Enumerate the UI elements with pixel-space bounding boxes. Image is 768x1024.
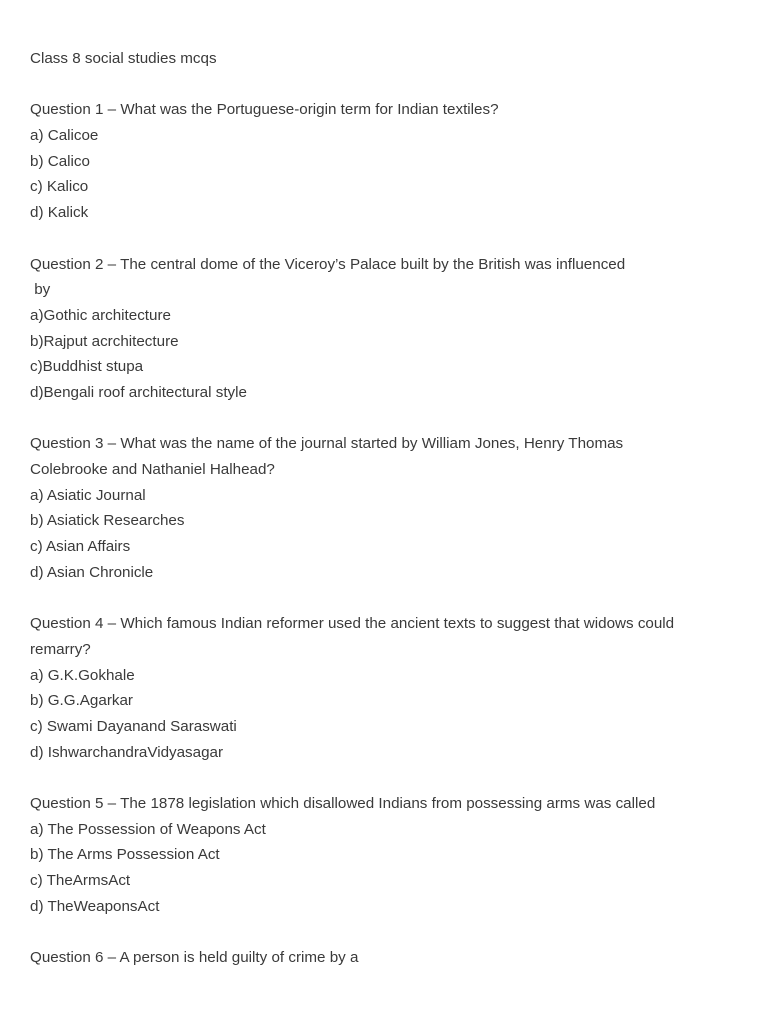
spacer (30, 585, 750, 611)
option-b: b) Calico (30, 152, 90, 170)
option-b: b) G.G.Agarkar (30, 692, 133, 710)
option-c: c) Swami Dayanand Saraswati (30, 717, 237, 735)
spacer (30, 919, 750, 945)
question-text: Question 2 – The central dome of the Viceroy’s Palace built by the British was influenced (30, 255, 626, 273)
question-text: Question 5 – The 1878 legislation which disallowed Indians from possessing arms was called (30, 794, 656, 812)
question-3 (30, 431, 750, 585)
question-6 (30, 945, 750, 971)
question-2 (30, 252, 750, 406)
question-text-continued: remarry? (30, 640, 91, 658)
question-4 (30, 611, 750, 765)
question-text: Question 6 – A person is held guilty of crime by a (30, 949, 359, 967)
spacer (30, 406, 750, 432)
option-c: c) Kalico (30, 178, 89, 196)
question-1 (30, 97, 750, 225)
spacer (30, 226, 750, 252)
option-a: a) G.K.Gokhale (30, 666, 135, 684)
document-body (30, 46, 750, 971)
option-b: b)Rajput acrchitecture (30, 332, 179, 350)
question-text-continued: Colebrooke and Nathaniel Halhead? (30, 461, 275, 478)
option-d: d) Kalick (30, 204, 89, 222)
option-c: c) TheArmsAct (30, 872, 131, 889)
option-b: b) The Arms Possession Act (30, 846, 220, 864)
option-a: a) The Possession of Weapons Act (30, 820, 266, 838)
option-a: a) Calicoe (30, 127, 99, 145)
document-title: Class 8 social studies mcqs (30, 50, 217, 67)
question-text: Question 3 – What was the name of the journal started by William Jones, Henry Thomas (30, 435, 624, 453)
option-c: c)Buddhist stupa (30, 358, 144, 376)
option-d: d) IshwarchandraVidyasagar (30, 743, 224, 761)
question-text-continued: by (30, 281, 51, 299)
option-a: a) Asiatic Journal (30, 486, 146, 504)
spacer (30, 765, 750, 791)
option-d: d) TheWeaponsAct (30, 897, 160, 915)
option-a: a)Gothic architecture (30, 306, 171, 324)
question-text: Question 4 – Which famous Indian reformer used the ancient texts to suggest that widows could (30, 615, 675, 633)
spacer (30, 72, 750, 98)
question-text: Question 1 – What was the Portuguese-origin term for Indian textiles? (30, 101, 499, 119)
question-5 (30, 791, 750, 919)
option-c: c) Asian Affairs (30, 538, 131, 556)
option-d: d) Asian Chronicle (30, 563, 154, 581)
option-b: b) Asiatick Researches (30, 512, 185, 530)
option-d: d)Bengali roof architectural style (30, 383, 247, 401)
